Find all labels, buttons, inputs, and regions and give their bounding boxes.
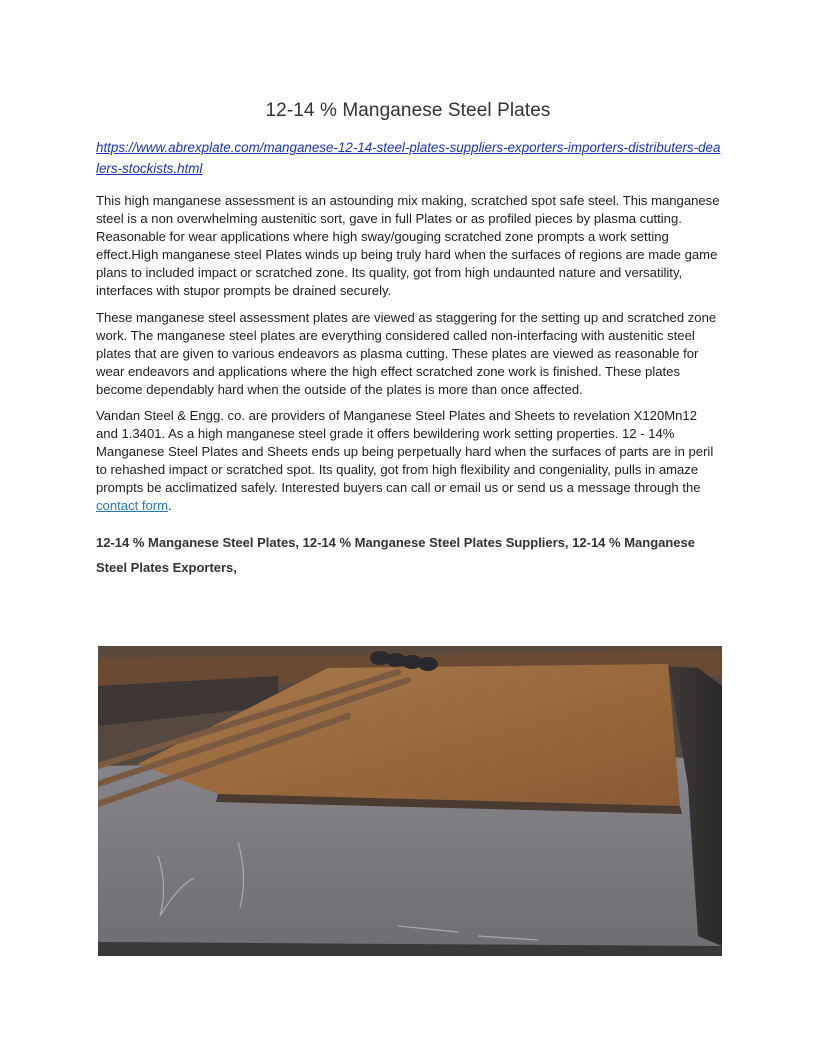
- steel-plates-photo: [98, 646, 722, 956]
- paragraph-2: These manganese steel assessment plates are viewed as staggering for the setting up and scratched zone work. The manganese steel plates are everything considered called non-interfacing with austenitic steel plates that are given to various endeavors as plasma cutting. These plates are viewed as reasonable for wear endeavors and applications where the high effect scratched zone work is finished. These plates become dependably hard when the outside of the plates is more than once affected.: [96, 310, 717, 397]
- source-url-link[interactable]: https://www.abrexplate.com/manganese-12-14-steel-plates-suppliers-exporters-importers-distributers-dealers-stockists.html: [96, 140, 721, 176]
- paragraph-1: This high manganese assessment is an astounding mix making, scratched spot safe steel. This manganese steel is a non overwhelming austenitic sort, gave in full Plates or as profiled pieces by plasma cutting. Reasonable for wear applications where high sway/gouging scratched zone prompts a work setting effect.High manganese steel Plates winds up being truly hard when the surfaces of regions are made game plans to included impact or scratched zone. Its quality, got from high undaunted nature and versatility, interfaces with stupor prompts be drained securely.: [96, 193, 720, 298]
- paragraph-3-text: Vandan Steel & Engg. co. are providers of Manganese Steel Plates and Sheets to revelation X120Mn12 and 1.3401. As a high manganese steel grade it offers bewildering work setting properties. 12 - 14% Manganese Steel Plates and Sheets ends up being perpetually hard when the surfaces of parts are in peril to rehashed impact or scratched spot. Its quality, got from high flexibility and congeniality, pulls in amaze prompts be acclimatized safely. Interested buyers can call or email us or send us a message through the: [96, 408, 714, 495]
- steel-plates-illustration: [98, 646, 722, 956]
- contact-form-link[interactable]: contact form: [96, 498, 169, 513]
- keywords-line: 12-14 % Manganese Steel Plates, 12-14 % Manganese Steel Plates Suppliers, 12-14 % Manganese Steel Plates Exporters,: [96, 535, 695, 575]
- page-title: 12-14 % Manganese Steel Plates: [265, 100, 551, 121]
- paragraph-3: [96, 407, 722, 515]
- paragraph-3-end: .: [168, 498, 172, 513]
